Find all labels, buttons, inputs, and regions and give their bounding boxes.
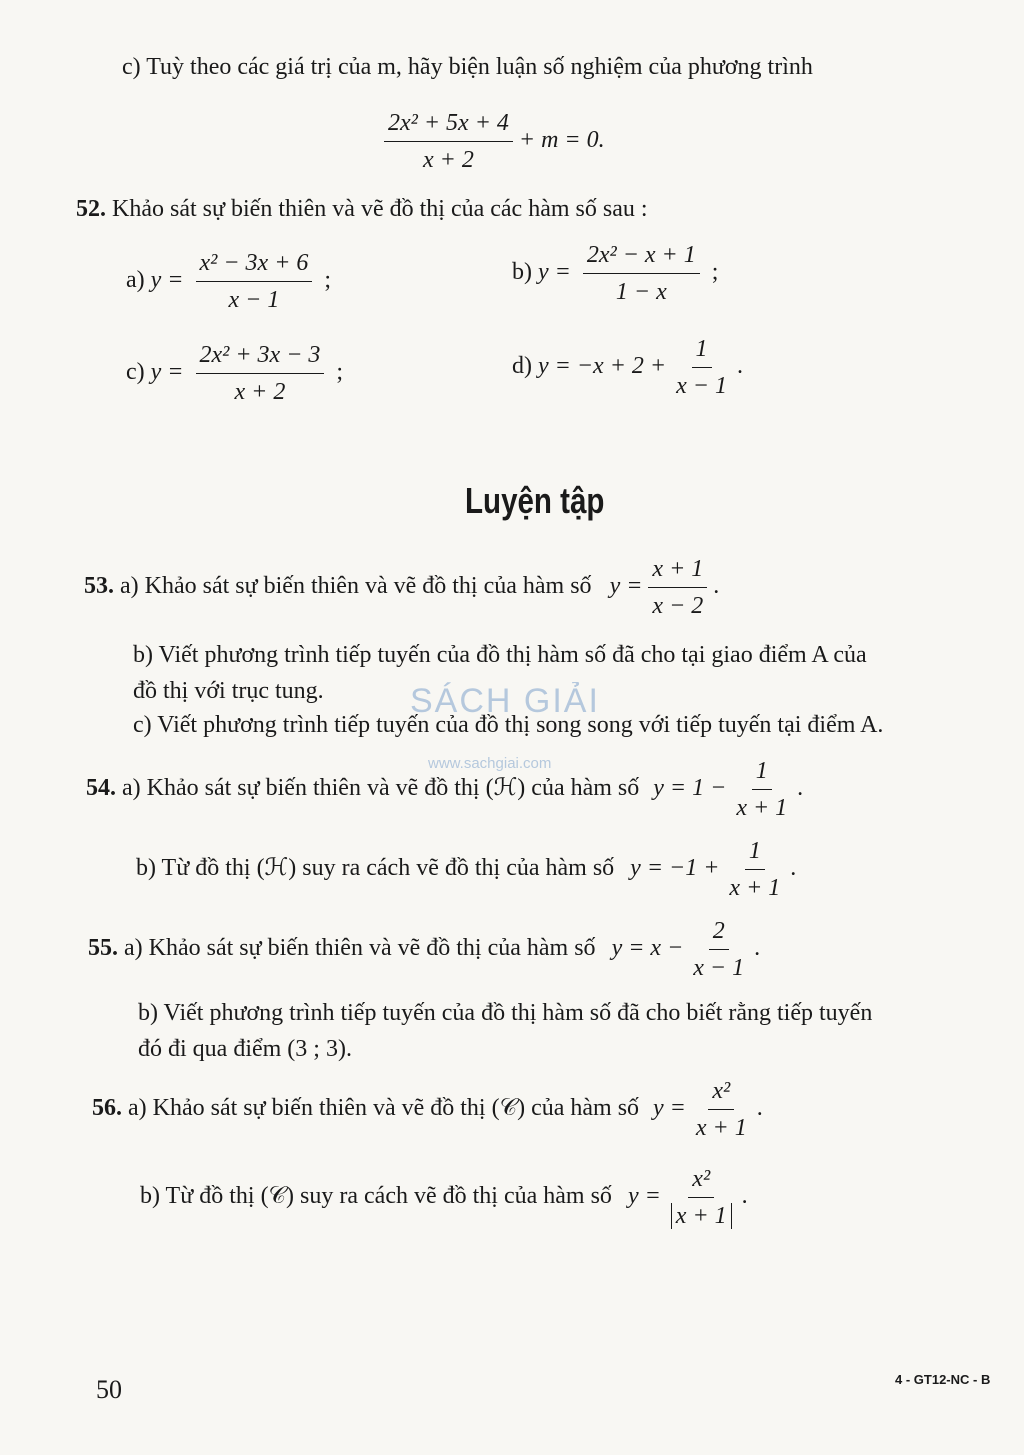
problem-53a — [84, 554, 719, 621]
denominator: x + 2 — [234, 379, 286, 405]
problem-53b-line1: b) Viết phương trình tiếp tuyến của đồ thị hàm số đã cho tại giao điểm A của — [133, 642, 867, 668]
denominator: x + 1 — [736, 795, 788, 821]
lhs: y = — [538, 259, 571, 286]
problem-number: 55. — [88, 935, 118, 962]
lhs: y = — [627, 1183, 661, 1210]
book-code: 4 - GT12-NC - B — [895, 1372, 991, 1387]
denominator-absolute-value: x + 1 — [671, 1203, 732, 1229]
problem-number: 52. — [76, 196, 106, 222]
numerator: 1 — [752, 756, 772, 790]
problem-52d — [512, 334, 743, 401]
numerator: 2x² + 5x + 4 — [384, 108, 513, 142]
problem-text: Khảo sát sự biến thiên và vẽ đồ thị của các hàm số sau : — [112, 196, 648, 222]
denominator: 1 − x — [615, 279, 667, 305]
end-mark: . — [790, 855, 797, 882]
lhs: y = x − — [611, 935, 684, 962]
lhs: y = −1 + — [630, 855, 720, 882]
lhs: y = — [150, 267, 184, 294]
problem-number: 53. — [84, 573, 114, 600]
lhs: y = — [609, 573, 643, 600]
separator: ; — [711, 259, 719, 286]
numerator: x² — [708, 1076, 734, 1110]
problem-text: b) Từ đồ thị (𝒞) suy ra cách vẽ đồ thị của hàm số — [140, 1183, 612, 1210]
separator: . — [736, 353, 743, 380]
end-mark: . — [754, 935, 761, 962]
problem-text: a) Khảo sát sự biến thiên và vẽ đồ thị (ℋ) của hàm số — [122, 775, 640, 802]
item-label: b) — [512, 259, 532, 286]
problem-53b-line2: đồ thị với trục tung. — [133, 678, 324, 704]
page-number: 50 — [96, 1375, 122, 1404]
problem-52c — [126, 340, 343, 407]
denominator: x − 1 — [693, 955, 745, 981]
numerator: 2x² − x + 1 — [583, 240, 700, 274]
problem-54b — [136, 836, 796, 903]
problem-52-statement — [76, 196, 648, 223]
problem-53c: c) Viết phương trình tiếp tuyến của đồ thị song song với tiếp tuyến tại điểm A. — [133, 712, 884, 738]
problem-56b — [140, 1164, 748, 1231]
section-title: Luyện tập — [465, 480, 605, 521]
problem-55b-line2: đó đi qua điểm (3 ; 3). — [138, 1036, 352, 1062]
problem-text: a) Khảo sát sự biến thiên và vẽ đồ thị của hàm số — [120, 573, 592, 600]
problem-text: a) Khảo sát sự biến thiên và vẽ đồ thị (𝒞) của hàm số — [128, 1095, 640, 1122]
problem-51c-text: c) Tuỳ theo các giá trị của m, hãy biện luận số nghiệm của phương trình — [122, 54, 813, 80]
denominator: x − 1 — [676, 373, 727, 399]
problem-number: 56. — [92, 1095, 122, 1122]
problem-54a — [86, 756, 803, 823]
denominator: x − 1 — [228, 287, 280, 313]
problem-52a — [126, 248, 331, 315]
lhs: y = −x + 2 + — [538, 353, 667, 380]
problem-52b — [512, 240, 718, 307]
denominator: x + 2 — [423, 147, 474, 173]
lhs: y = — [653, 1095, 686, 1122]
numerator: 1 — [745, 836, 765, 870]
problem-55b-line1: b) Viết phương trình tiếp tuyến của đồ thị hàm số đã cho biết rằng tiếp tuyến — [138, 1000, 873, 1026]
numerator: 2 — [709, 916, 729, 950]
denominator: x − 2 — [652, 593, 704, 619]
watermark-logo: SÁCH GIẢI — [410, 682, 600, 720]
separator: ; — [324, 267, 332, 294]
end-mark: . — [756, 1095, 763, 1122]
end-mark: . — [713, 573, 720, 600]
fraction — [384, 108, 513, 175]
problem-text: a) Khảo sát sự biến thiên và vẽ đồ thị của hàm số — [124, 935, 596, 962]
denominator: x + 1 — [729, 875, 781, 901]
denominator: x + 1 — [695, 1115, 747, 1141]
problem-text: b) Từ đồ thị (ℋ) suy ra cách vẽ đồ thị của hàm số — [136, 855, 615, 882]
numerator: x² — [688, 1164, 714, 1198]
item-label: a) — [126, 267, 145, 294]
item-label: d) — [512, 353, 532, 380]
item-label: c) — [126, 359, 145, 386]
problem-51c-equation — [378, 108, 605, 175]
lhs: y = — [150, 359, 184, 386]
numerator: x² − 3x + 6 — [196, 248, 313, 282]
numerator: x + 1 — [648, 554, 707, 588]
end-mark: . — [741, 1183, 748, 1210]
problem-56a — [92, 1076, 763, 1143]
separator: ; — [336, 359, 344, 386]
numerator: 1 — [692, 334, 712, 368]
equation-tail: + m = 0. — [518, 127, 605, 154]
problem-55a — [88, 916, 760, 983]
numerator: 2x² + 3x − 3 — [196, 340, 325, 374]
end-mark: . — [797, 775, 804, 802]
lhs: y = 1 − — [653, 775, 727, 802]
problem-number: 54. — [86, 775, 116, 802]
watermark-url: www.sachgiai.com — [428, 755, 552, 772]
